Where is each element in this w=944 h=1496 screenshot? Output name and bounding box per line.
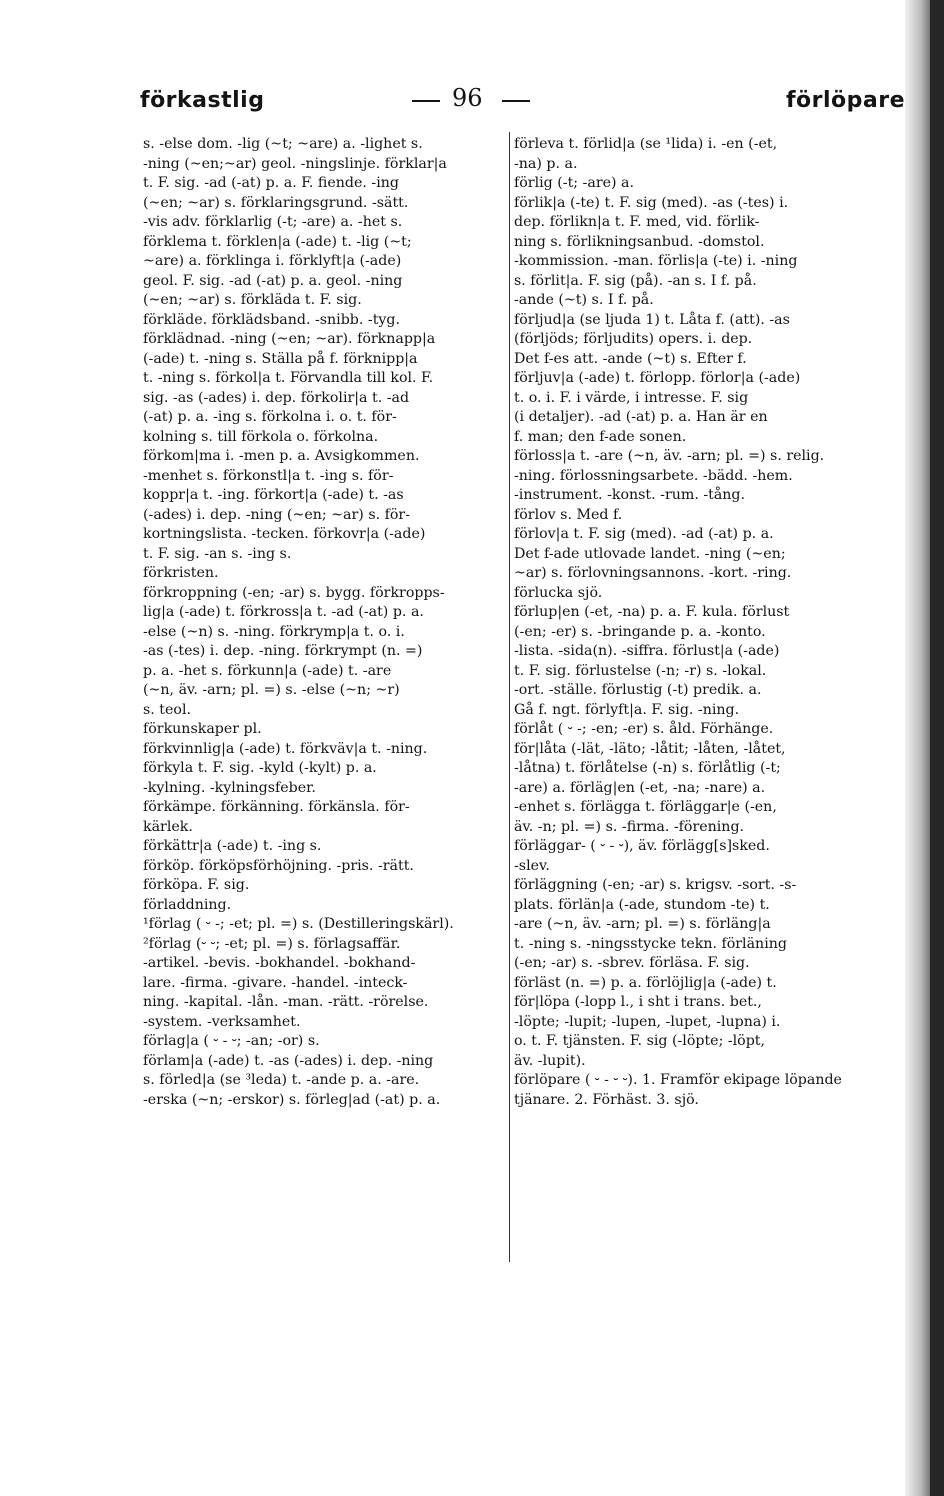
dictionary-line: förkättr|a (-ade) t. -ing s. — [143, 838, 322, 854]
dictionary-line: -erska (~n; -erskor) s. förleg|ad (-at) p. a. — [143, 1091, 441, 1108]
dictionary-line: -ande (~t) s. I f. på. — [514, 292, 654, 308]
dictionary-line: -are (~n, äv. -arn; pl. =) s. förläng|a — [514, 916, 771, 932]
dictionary-line: -system. -verksamhet. — [143, 1013, 301, 1030]
dictionary-line: (~en; ~ar) s. förkläda t. F. sig. — [143, 292, 362, 308]
dictionary-line: förläggning (-en; -ar) s. krigsv. -sort. -s- — [514, 877, 797, 893]
dictionary-line: förljud|a (se ljuda 1) t. Låta f. (att). -as — [514, 311, 790, 328]
dictionary-line: förlup|en (-et, -na) p. a. F. kula. förlust — [514, 604, 790, 620]
dictionary-line: förköpa. F. sig. — [143, 877, 250, 893]
dictionary-line: förlam|a (-ade) t. -as (-ades) i. dep. -ning — [143, 1052, 434, 1069]
dictionary-line: förlåt ( ⏑ -; -en; -er) s. åld. Förhänge. — [514, 721, 774, 737]
dictionary-line: ~are) a. förklinga i. förklyft|a (-ade) — [143, 253, 402, 269]
dictionary-line: -menhet s. förkonstl|a t. -ing s. för- — [143, 467, 394, 484]
dictionary-line: ning. -kapital. -lån. -man. -rätt. -rörelse. — [143, 994, 429, 1010]
dictionary-line: äv. -n; pl. =) s. -firma. -förening. — [514, 818, 745, 835]
dictionary-line: t. -ning s. förkol|a t. Förvandla till kol. F. — [143, 370, 434, 386]
dictionary-line: förlucka sjö. — [514, 584, 603, 601]
dictionary-line: -artikel. -bevis. -bokhandel. -bokhand- — [143, 955, 416, 971]
dictionary-line: förkunskaper pl. — [143, 721, 262, 737]
dictionary-line: s. -else dom. -lig (~t; ~are) a. -lighet s. — [143, 136, 423, 152]
dictionary-line: t. o. i. F. i värde, i intresse. F. sig — [514, 389, 749, 406]
dictionary-line: t. F. sig. -ad (-at) p. a. F. fiende. -ing — [143, 175, 399, 191]
dictionary-line: förkroppning (-en; -ar) s. bygg. förkropps- — [143, 584, 445, 601]
guide-word-right: förlöpare — [785, 88, 905, 113]
page-number: 96 — [452, 84, 483, 112]
dictionary-line: -löpte; -lupit; -lupen, -lupet, -lupna) i. — [514, 1013, 781, 1030]
dictionary-line: för|löpa (-lopp l., i sht i trans. bet., — [514, 994, 762, 1010]
dictionary-line: -slev. — [514, 857, 550, 874]
dictionary-line: (-en; -ar) s. -sbrev. förläsa. F. sig. — [514, 955, 750, 971]
dictionary-line: ning s. förlikningsanbud. -domstol. — [514, 233, 765, 250]
dictionary-line: förläst (n. =) p. a. förlöjlig|a (-ade) t. — [514, 974, 777, 991]
dictionary-line: -na) p. a. — [514, 155, 578, 172]
dictionary-line: förlig (-t; -are) a. — [514, 175, 635, 191]
dictionary-line: förkristen. — [143, 565, 219, 581]
dictionary-line: lare. -firma. -givare. -handel. -inteck- — [143, 974, 408, 991]
dictionary-line: -as (-tes) i. dep. -ning. förkrympt (n. =) — [143, 643, 423, 659]
dictionary-line: förlov|a t. F. sig (med). -ad (-at) p. a. — [514, 526, 774, 542]
dictionary-line: tjänare. 2. Förhäst. 3. sjö. — [514, 1091, 699, 1108]
dictionary-line: -låtna) t. förlåtelse (-n) s. förlåtlig (-t; — [514, 760, 781, 776]
left-column — [143, 135, 506, 1110]
dictionary-line: f. man; den f-ade sonen. — [514, 428, 687, 445]
dictionary-line: förkläde. förklädsband. -snibb. -tyg. — [143, 311, 401, 328]
dictionary-line: förljuv|a (-ade) t. förlopp. förlor|a (-ade) — [514, 370, 801, 386]
dictionary-line: plats. förlän|a (-ade, stundom -te) t. — [514, 896, 770, 913]
dictionary-line: -lista. -sida(n). -siffra. förlust|a (-ade) — [514, 643, 780, 659]
dictionary-line: t. F. sig. förlustelse (-n; -r) s. -lokal. — [514, 662, 767, 679]
dictionary-line: -kommission. -man. förlis|a (-te) i. -ning — [514, 253, 798, 269]
dictionary-line: kärlek. — [143, 818, 193, 835]
dictionary-line: äv. -lupit). — [514, 1052, 586, 1069]
dictionary-line: förleva t. förlid|a (se ¹lida) i. -en (-et, — [514, 136, 778, 152]
dictionary-line: förlöpare ( ⏑ - ⏑ ⏑). 1. Framför ekipage löpande — [514, 1072, 842, 1088]
dictionary-line: t. F. sig. -an s. -ing s. — [143, 545, 292, 562]
dictionary-line: Gå f. ngt. förlyft|a. F. sig. -ning. — [514, 701, 740, 718]
dictionary-line: -ning. förlossningsarbete. -bädd. -hem. — [514, 467, 793, 484]
dictionary-line: förkom|ma i. -men p. a. Avsigkommen. — [143, 448, 420, 464]
dictionary-line: förkyla t. F. sig. -kyld (-kylt) p. a. — [143, 760, 377, 776]
dictionary-line: lig|a (-ade) t. förkross|a t. -ad (-at) p. a. — [143, 604, 424, 620]
right-column — [514, 135, 896, 1110]
dictionary-line: -vis adv. förklarlig (-t; -are) a. -het s. — [143, 214, 403, 230]
dictionary-line: geol. F. sig. -ad (-at) p. a. geol. -ning — [143, 272, 403, 289]
dictionary-line: förladdning. — [143, 896, 232, 913]
dictionary-line: kolning s. till förkola o. förkolna. — [143, 428, 379, 445]
dictionary-line: dep. förlikn|a t. F. med, vid. förlik- — [514, 214, 760, 230]
dictionary-line: förlag|a ( ⏑ - ⏑; -an; -or) s. — [143, 1033, 320, 1049]
dictionary-line: för|låta (-lät, -läto; -låtit; -låten, -låtet, — [514, 740, 786, 757]
dictionary-line: sig. -as (-ades) i. dep. förkolir|a t. -ad — [143, 389, 410, 406]
dictionary-line: (-at) p. a. -ing s. förkolna i. o. t. för- — [143, 409, 397, 425]
dictionary-line: -ort. -ställe. förlustig (-t) predik. a. — [514, 682, 762, 698]
dictionary-line: (i detaljer). -ad (-at) p. a. Han är en — [514, 409, 768, 425]
dictionary-line: -kylning. -kylningsfeber. — [143, 779, 316, 796]
dictionary-line: o. t. F. tjänsten. F. sig (-löpte; -löpt, — [514, 1033, 766, 1049]
dictionary-line: förloss|a t. -are (~n, äv. -arn; pl. =) s. relig. — [514, 448, 825, 464]
dictionary-line: (~en; ~ar) s. förklaringsgrund. -sätt. — [143, 194, 409, 211]
dictionary-line: förkämpe. förkänning. förkänsla. för- — [143, 799, 410, 815]
guide-word-left: förkastlig — [140, 88, 265, 113]
dictionary-line: förklädnad. -ning (~en; ~ar). förknapp|a — [143, 331, 436, 347]
dictionary-line: (förljöds; förljudits) opers. i. dep. — [514, 331, 753, 347]
dictionary-line: förkvinnlig|a (-ade) t. förkväv|a t. -ning. — [143, 740, 428, 757]
dictionary-line: (-ades) i. dep. -ning (~en; ~ar) s. för- — [143, 506, 411, 523]
dictionary-line: förköp. förköpsförhöjning. -pris. -rätt. — [143, 857, 414, 874]
dictionary-line: p. a. -het s. förkunn|a (-ade) t. -are — [143, 662, 392, 679]
dictionary-line: -enhet s. förlägga t. förläggar|e (-en, — [514, 799, 777, 815]
dictionary-line: förläggar- ( ⏑ - ⏑), äv. förlägg[s]sked. — [514, 838, 770, 854]
dictionary-line: (-ade) t. -ning s. Ställa på f. förknipp|a — [143, 350, 418, 367]
header-dash-left — [412, 100, 440, 102]
dictionary-line: -ning (~en;~ar) geol. -ningslinje. förklar|a — [143, 155, 447, 172]
dictionary-line: (-en; -er) s. -bringande p. a. -konto. — [514, 623, 766, 640]
dictionary-line: -are) a. förläg|en (-et, -na; -nare) a. — [514, 779, 766, 796]
dictionary-line: t. -ning s. -ningsstycke tekn. förläning — [514, 935, 787, 952]
dictionary-line: förlov s. Med f. — [514, 506, 623, 523]
dictionary-line: s. teol. — [143, 701, 191, 718]
dictionary-line: -else (~n) s. -ning. förkrymp|a t. o. i. — [143, 623, 405, 640]
column-divider — [509, 132, 510, 1262]
dictionary-line: Det f-es att. -ande (~t) s. Efter f. — [514, 350, 747, 367]
page-edge-dark — [930, 0, 944, 1496]
header-dash-right — [502, 100, 530, 102]
dictionary-line: ²förlag (⏑ ⏑; -et; pl. =) s. förlagsaffär. — [143, 935, 401, 952]
dictionary-line: s. förled|a (se ³leda) t. -ande p. a. -are. — [143, 1072, 420, 1088]
dictionary-line: (~n, äv. -arn; pl. =) s. -else (~n; ~r) — [143, 682, 400, 698]
dictionary-line: ¹förlag ( ⏑ -; -et; pl. =) s. (Destilleringskärl). — [143, 916, 454, 932]
dictionary-line: -instrument. -konst. -rum. -tång. — [514, 487, 746, 503]
dictionary-line: ~ar) s. förlovningsannons. -kort. -ring. — [514, 565, 792, 581]
dictionary-line: Det f-ade utlovade landet. -ning (~en; — [514, 545, 786, 562]
dictionary-line: förlik|a (-te) t. F. sig (med). -as (-tes) i. — [514, 194, 789, 211]
dictionary-line: s. förlit|a. F. sig (på). -an s. I f. på. — [514, 272, 757, 289]
page-header — [140, 84, 905, 124]
dictionary-line: förklema t. förklen|a (-ade) t. -lig (~t; — [143, 233, 412, 250]
dictionary-line: koppr|a t. -ing. förkort|a (-ade) t. -as — [143, 487, 404, 503]
dictionary-line: kortningslista. -tecken. förkovr|a (-ade) — [143, 526, 426, 542]
